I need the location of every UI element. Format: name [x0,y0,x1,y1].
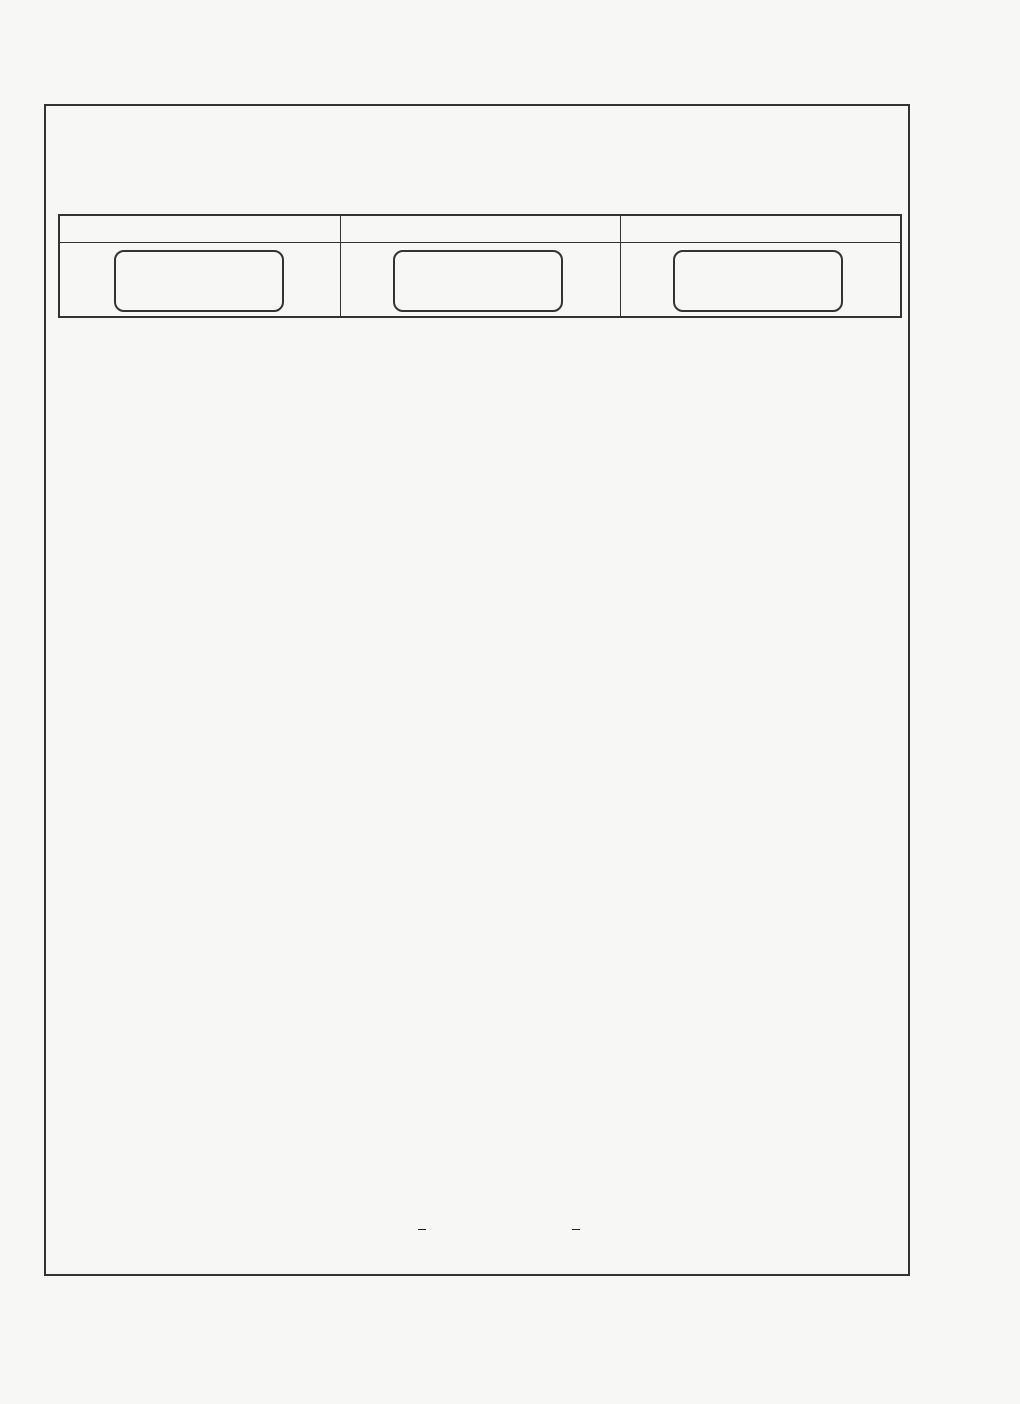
cement-type-2 [340,216,621,316]
cement-designation-box [393,250,563,312]
cement-type-header [621,216,901,243]
cement-designation-box [114,250,284,312]
fibre-density-formula [572,1212,580,1246]
cement-type-header [341,216,621,243]
graph-2 [490,618,890,890]
cement-type-1 [60,216,340,316]
cement-type-header [60,216,340,243]
cement-designation-box [673,250,843,312]
cement-types-table [58,214,902,318]
graph-1 [50,600,460,890]
density-formula [418,1212,426,1246]
cement-type-3 [620,216,901,316]
